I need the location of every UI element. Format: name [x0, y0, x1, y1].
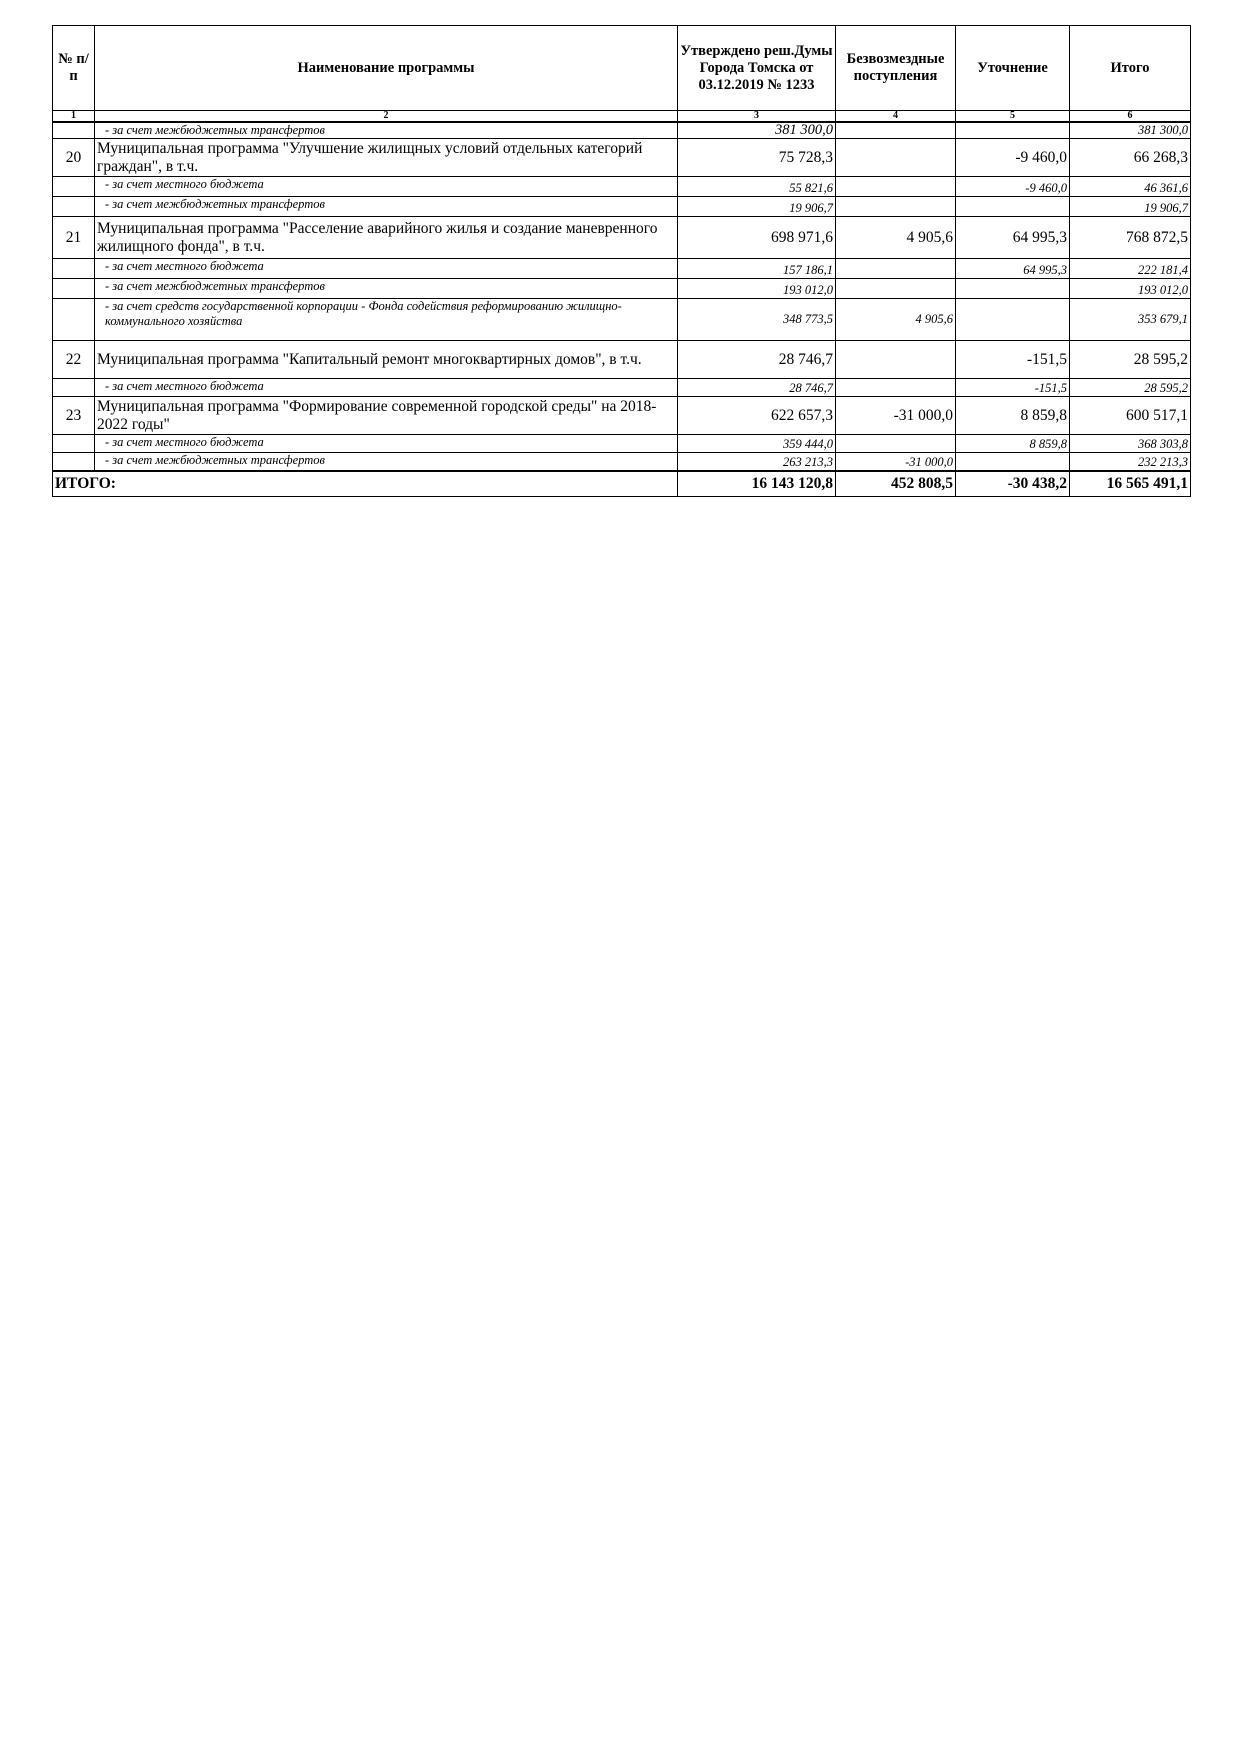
row-num — [53, 279, 95, 299]
row-grants: -31 000,0 — [836, 453, 956, 471]
row-grants — [836, 259, 956, 279]
row-grants — [836, 139, 956, 177]
table-row — [53, 435, 1191, 453]
row-num: 22 — [53, 341, 95, 379]
row-name: - за счет местного бюджета — [95, 435, 678, 453]
column-number: 3 — [678, 111, 836, 123]
table-row — [53, 217, 1191, 259]
row-total: 368 303,8 — [1070, 435, 1191, 453]
header-name: Наименование программы — [95, 26, 678, 111]
column-number: 6 — [1070, 111, 1191, 123]
row-approved: 698 971,6 — [678, 217, 836, 259]
row-total: 66 268,3 — [1070, 139, 1191, 177]
table-header-row — [53, 26, 1191, 111]
row-approved: 193 012,0 — [678, 279, 836, 299]
row-grants — [836, 197, 956, 217]
row-name: - за счет средств государственной корпорации - Фонда содействия реформированию жилищно-коммунального хозяйства — [95, 299, 678, 341]
row-name: - за счет межбюджетных трансфертов — [95, 279, 678, 299]
table-row — [53, 341, 1191, 379]
row-num: 21 — [53, 217, 95, 259]
row-correction — [956, 453, 1070, 471]
column-number-row — [53, 111, 1191, 123]
column-number: 1 — [53, 111, 95, 123]
table-row — [53, 279, 1191, 299]
row-correction — [956, 279, 1070, 299]
row-name: - за счет межбюджетных трансфертов — [95, 197, 678, 217]
row-total: 381 300,0 — [1070, 122, 1191, 139]
row-num — [53, 177, 95, 197]
row-grants — [836, 279, 956, 299]
row-num — [53, 379, 95, 397]
row-approved: 348 773,5 — [678, 299, 836, 341]
row-grants — [836, 177, 956, 197]
row-approved: 28 746,7 — [678, 379, 836, 397]
table-row — [53, 259, 1191, 279]
row-total: 193 012,0 — [1070, 279, 1191, 299]
row-correction — [956, 299, 1070, 341]
row-approved: 157 186,1 — [678, 259, 836, 279]
row-name: - за счет местного бюджета — [95, 177, 678, 197]
column-number: 5 — [956, 111, 1070, 123]
row-name: - за счет межбюджетных трансфертов — [95, 122, 678, 139]
row-correction: -9 460,0 — [956, 139, 1070, 177]
row-grants: 4 905,6 — [836, 217, 956, 259]
row-total: 46 361,6 — [1070, 177, 1191, 197]
table-row — [53, 453, 1191, 471]
row-grants — [836, 341, 956, 379]
row-total: 19 906,7 — [1070, 197, 1191, 217]
row-num: 20 — [53, 139, 95, 177]
table-row — [53, 122, 1191, 139]
row-name: - за счет межбюджетных трансфертов — [95, 453, 678, 471]
row-grants — [836, 435, 956, 453]
total-sum: 16 565 491,1 — [1070, 471, 1191, 497]
total-approved: 16 143 120,8 — [678, 471, 836, 497]
row-correction — [956, 197, 1070, 217]
total-correction: -30 438,2 — [956, 471, 1070, 497]
row-total: 353 679,1 — [1070, 299, 1191, 341]
row-approved: 359 444,0 — [678, 435, 836, 453]
row-correction: 8 859,8 — [956, 435, 1070, 453]
row-grants: 4 905,6 — [836, 299, 956, 341]
row-num — [53, 122, 95, 139]
row-name: Муниципальная программа "Капитальный ремонт многоквартирных домов", в т.ч. — [95, 341, 678, 379]
row-correction: 64 995,3 — [956, 217, 1070, 259]
header-grants: Безвозмездные поступления — [836, 26, 956, 111]
table-row — [53, 379, 1191, 397]
row-name: Муниципальная программа "Улучшение жилищных условий отдельных категорий граждан", в т.ч. — [95, 139, 678, 177]
document-page — [52, 25, 1190, 497]
table-row — [53, 397, 1191, 435]
column-number: 2 — [95, 111, 678, 123]
header-correction: Уточнение — [956, 26, 1070, 111]
row-total: 232 213,3 — [1070, 453, 1191, 471]
row-approved: 55 821,6 — [678, 177, 836, 197]
row-num — [53, 259, 95, 279]
table-row — [53, 197, 1191, 217]
row-num — [53, 197, 95, 217]
row-approved: 263 213,3 — [678, 453, 836, 471]
row-total: 28 595,2 — [1070, 341, 1191, 379]
row-approved: 75 728,3 — [678, 139, 836, 177]
total-label: ИТОГО: — [53, 471, 678, 497]
total-row — [53, 471, 1191, 497]
row-total: 768 872,5 — [1070, 217, 1191, 259]
header-total: Итого — [1070, 26, 1191, 111]
row-name: Муниципальная программа "Расселение аварийного жилья и создание маневренного жилищного фонда", в т.ч. — [95, 217, 678, 259]
header-approved: Утверждено реш.Думы Города Томска от 03.12.2019 № 1233 — [678, 26, 836, 111]
row-total: 600 517,1 — [1070, 397, 1191, 435]
table-row — [53, 299, 1191, 341]
column-number: 4 — [836, 111, 956, 123]
header-num: № п/п — [53, 26, 95, 111]
row-approved: 19 906,7 — [678, 197, 836, 217]
row-num — [53, 435, 95, 453]
row-correction: -151,5 — [956, 379, 1070, 397]
row-correction: 64 995,3 — [956, 259, 1070, 279]
row-num: 23 — [53, 397, 95, 435]
row-num — [53, 453, 95, 471]
table-row — [53, 177, 1191, 197]
table-row — [53, 139, 1191, 177]
row-total: 222 181,4 — [1070, 259, 1191, 279]
row-name: - за счет местного бюджета — [95, 259, 678, 279]
row-num — [53, 299, 95, 341]
row-approved: 622 657,3 — [678, 397, 836, 435]
row-correction: -9 460,0 — [956, 177, 1070, 197]
row-total: 28 595,2 — [1070, 379, 1191, 397]
row-correction: -151,5 — [956, 341, 1070, 379]
row-name: Муниципальная программа "Формирование современной городской среды" на 2018-2022 годы" — [95, 397, 678, 435]
row-grants: -31 000,0 — [836, 397, 956, 435]
row-grants — [836, 379, 956, 397]
row-approved: 28 746,7 — [678, 341, 836, 379]
row-correction — [956, 122, 1070, 139]
row-approved: 381 300,0 — [678, 122, 836, 139]
row-correction: 8 859,8 — [956, 397, 1070, 435]
row-grants — [836, 122, 956, 139]
total-grants: 452 808,5 — [836, 471, 956, 497]
budget-programs-table — [52, 25, 1191, 497]
row-name: - за счет местного бюджета — [95, 379, 678, 397]
